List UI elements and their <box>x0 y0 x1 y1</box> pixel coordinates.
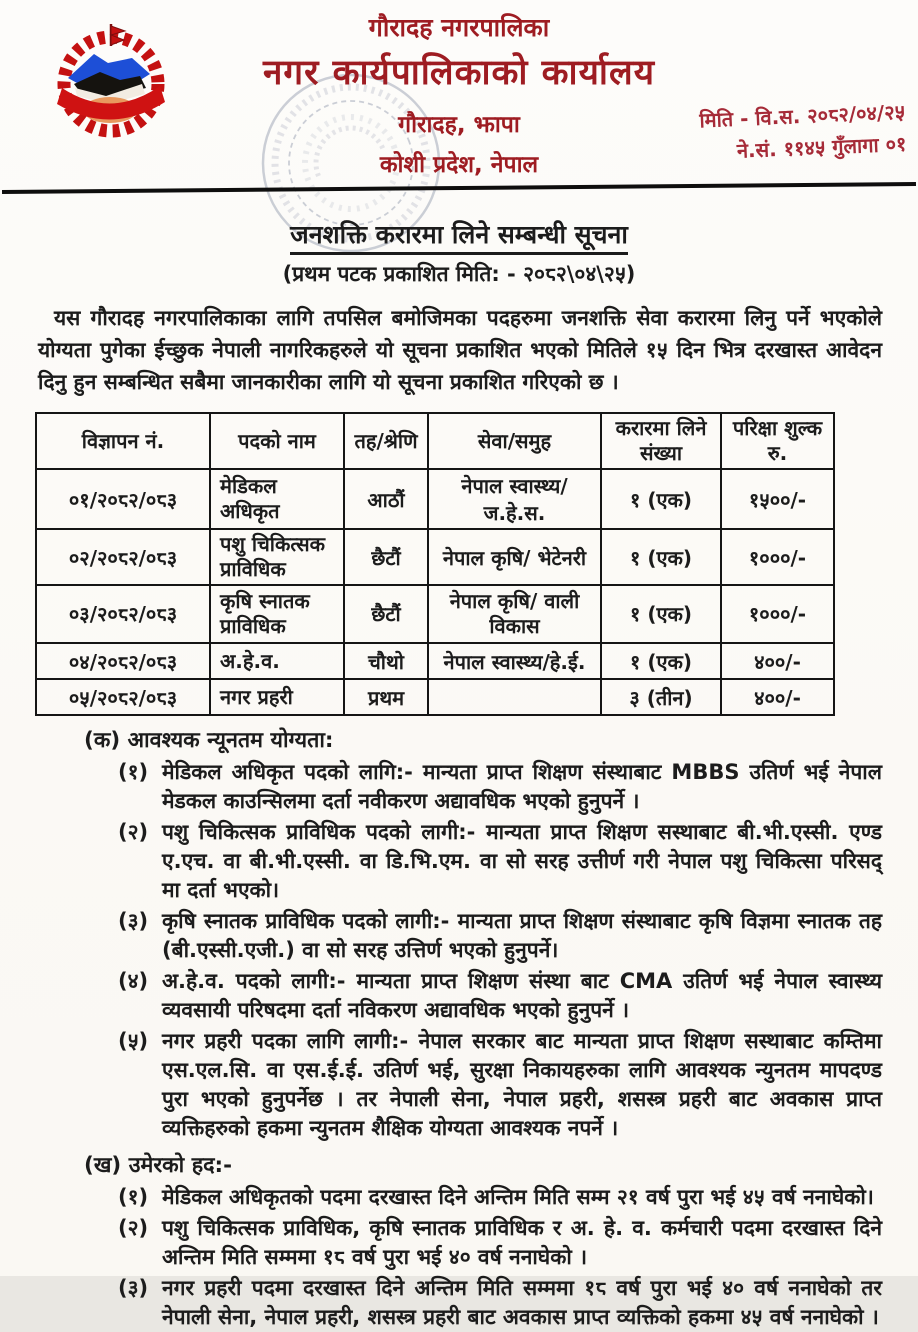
cell-level: आठौं <box>344 469 428 529</box>
cell-service: नेपाल स्वास्थ्य/ज.हे.स. <box>428 469 601 529</box>
cell-quantity: १ (एक) <box>601 643 721 679</box>
cell-quantity: ३ (तीन) <box>601 679 721 715</box>
list-item-text: नगर प्रहरी पदमा दरखास्त दिने अन्तिम मिति सम्ममा १८ वर्ष पुरा भई ४० वर्ष ननाघेको तर नेपाली सेना, नेपाल प्रहरी, शसस्त्र प्रहरी बाट अवकास प्राप्त व्यक्तिको हकमा ४५ वर्ष ननाघेको । <box>162 1276 882 1329</box>
list-item <box>0 967 882 1025</box>
notice-intro-paragraph: यस गौरादह नगरपालिकाका लागि तपसिल बमोजिमका पदहरुमा जनशक्ति सेवा करारमा लिनु पर्ने भएकोले योग्यता पुगेका ईच्छुक नेपाली नागरिकहरुले यो सूचना प्रकाशित भएको मितिले १५ दिन भित्र दरखास्त आवेदन दिनु हुन सम्बन्धित सबैमा जानकारीका लागि यो सूचना प्रकाशित गरिएको छ । <box>38 306 882 394</box>
cell-exam-fee: १५००/- <box>721 469 834 529</box>
cell-level: छैटौं <box>344 585 428 643</box>
cell-advert-no: ०५/२०८२/०८३ <box>36 679 210 715</box>
list-item-text: कृषि स्नातक प्राविधिक पदको लागी:- मान्यता प्राप्त शिक्षण संस्थाबाट कृषि विज्ञमा स्नातक तह (बी.एस्सी.एजी.) वा सो सरह उत्तिर्ण भएको हुनुपर्ने। <box>162 909 882 962</box>
municipality-name: गौरादह नगरपालिका <box>368 13 550 42</box>
cell-level: छैटौं <box>344 529 428 585</box>
cell-exam-fee: १०००/- <box>721 529 834 585</box>
notice-title: जनशक्ति करारमा लिने सम्बन्धी सूचना <box>0 218 918 251</box>
list-item <box>0 758 882 816</box>
cell-post-name: अ.हे.व. <box>210 643 344 679</box>
section-heading: (ख) उमेरको हद:- <box>84 1153 233 1178</box>
table-row <box>36 585 834 643</box>
date-bs: मिति - वि.स. २०८२/०४/२५ <box>699 99 906 133</box>
list-item <box>0 1274 882 1332</box>
cell-exam-fee: ४००/- <box>721 643 834 679</box>
first-published-date: (प्रथम पटक प्रकाशित मिति: - २०८२\०४\२५) <box>282 262 636 286</box>
cell-quantity: १ (एक) <box>601 529 721 585</box>
qualification-section <box>0 726 918 1143</box>
list-item-number: (५) <box>118 1029 149 1053</box>
date-ns: ने.सं. ११४५ गुँलागा ०१ <box>736 131 908 163</box>
list-item-text: पशु चिकित्सक प्राविधिक, कृषि स्नातक प्राविधिक र अ. हे. व. कर्मचारी पदमा दरखास्त दिने अन्तिम मिति सम्ममा १८ वर्ष पुरा भई ४० वर्ष ननाघेको । <box>162 1216 882 1269</box>
cell-post-name: मेडिकल अधिकृत <box>210 469 344 529</box>
cell-post-name: पशु चिकित्सक प्राविधिक <box>210 529 344 585</box>
cell-advert-no: ०१/२०८२/०८३ <box>36 469 210 529</box>
date-block <box>699 96 907 169</box>
cell-level: चौथो <box>344 643 428 679</box>
col-header-exam-fee: परिक्षा शुल्क रु. <box>721 413 834 469</box>
col-header-advert-no: विज्ञापन नं. <box>36 413 210 469</box>
list-item-text: मेडिकल अधिकृत पदको लागि:- मान्यता प्राप्त शिक्षण संस्थाबाट MBBS उतिर्ण भई नेपाल मेडकल काउन्सिलमा दर्ता नवीकरण अद्यावधिक भएको हुनुपर्ने । <box>162 760 882 813</box>
list-item-text: पशु चिकित्सक प्राविधिक पदको लागी:- मान्यता प्राप्त शिक्षण सस्थाबाट बी.भी.एस्सी. एण्ड ए.एच. वा बी.भी.एस्सी. वा डि.भि.एम. वा सो सरह उत्तीर्ण गरी नेपाल पशु चिकित्सा परिसद् मा दर्ता भएको। <box>162 820 882 902</box>
address-line-1: गौरादह, झापा <box>398 112 520 138</box>
cell-exam-fee: ४००/- <box>721 679 834 715</box>
list-item-number: (१) <box>118 1185 149 1209</box>
letterhead <box>0 0 918 192</box>
table-row <box>36 469 834 529</box>
cell-advert-no: ०३/२०८२/०८३ <box>36 585 210 643</box>
col-header-service: सेवा/समुह <box>428 413 601 469</box>
header-divider <box>2 182 916 194</box>
list-item <box>0 1214 882 1272</box>
list-item-number: (३) <box>118 1276 149 1300</box>
cell-service: नेपाल स्वास्थ्य/हे.ई. <box>428 643 601 679</box>
cell-quantity: १ (एक) <box>601 585 721 643</box>
list-item-text: नगर प्रहरी पदका लागि लागी:- नेपाल सरकार बाट मान्यता प्राप्त शिक्षण सस्थाबाट कम्तिमा एस.एल.सि. वा एस.ई.ई. उतिर्ण भई, सुरक्षा निकायहरुका लागि आवश्यक न्युनतम मापदण्ड पुरा भएको हुनुपर्नेछ । तर नेपाली सेना, नेपाल प्रहरी, शसस्त्र प्रहरी बाट अवकास प्राप्त व्यक्तिहरुको हकमा न्युनतम शैक्षिक योग्यता आवश्यक नपर्ने । <box>162 1029 882 1140</box>
col-header-post-name: पदको नाम <box>210 413 344 469</box>
cell-post-name: कृषि स्नातक प्राविधिक <box>210 585 344 643</box>
age-limit-section <box>0 1151 918 1332</box>
list-item-number: (२) <box>118 820 149 844</box>
section-heading: (क) आवश्यक न्यूनतम योग्यता: <box>84 728 334 753</box>
office-name: नगर कार्यपालिकाको कार्यालय <box>262 53 656 93</box>
cell-exam-fee: १०००/- <box>721 585 834 643</box>
list-item-number: (४) <box>118 969 149 993</box>
list-item-number: (२) <box>118 1216 149 1240</box>
cell-service: नेपाल कृषि/ वाली विकास <box>428 585 601 643</box>
cell-quantity: १ (एक) <box>601 469 721 529</box>
col-header-quantity: करारमा लिने संख्या <box>601 413 721 469</box>
list-item-text: अ.हे.व. पदको लागी:- मान्यता प्राप्त शिक्षण संस्था बाट CMA उतिर्ण भई नेपाल स्वास्थ्य व्यवसायी परिषदमा दर्ता नविकरण अद्यावधिक भएको हुनुपर्ने । <box>162 969 882 1022</box>
vacancy-table <box>35 412 835 716</box>
col-header-level: तह/श्रेणि <box>344 413 428 469</box>
cell-post-name: नगर प्रहरी <box>210 679 344 715</box>
vacancy-table-header <box>36 413 834 469</box>
list-item-text: मेडिकल अधिकृतको पदमा दरखास्त दिने अन्तिम मिति सम्म २१ वर्ष पुरा भई ४५ वर्ष ननाघेको। <box>162 1185 874 1209</box>
address-line-2: कोशी प्रदेश, नेपाल <box>379 152 539 178</box>
cell-service <box>428 679 601 715</box>
cell-advert-no: ०२/२०८२/०८३ <box>36 529 210 585</box>
list-item <box>0 818 882 905</box>
list-item <box>0 1027 882 1143</box>
list-item <box>0 1183 882 1212</box>
table-row <box>36 643 834 679</box>
table-row <box>36 529 834 585</box>
list-item-number: (३) <box>118 909 149 933</box>
cell-level: प्रथम <box>344 679 428 715</box>
list-item-number: (१) <box>118 760 149 784</box>
cell-service: नेपाल कृषि/ भेटेनरी <box>428 529 601 585</box>
list-item <box>0 907 882 965</box>
cell-advert-no: ०४/२०८२/०८३ <box>36 643 210 679</box>
table-row <box>36 679 834 715</box>
